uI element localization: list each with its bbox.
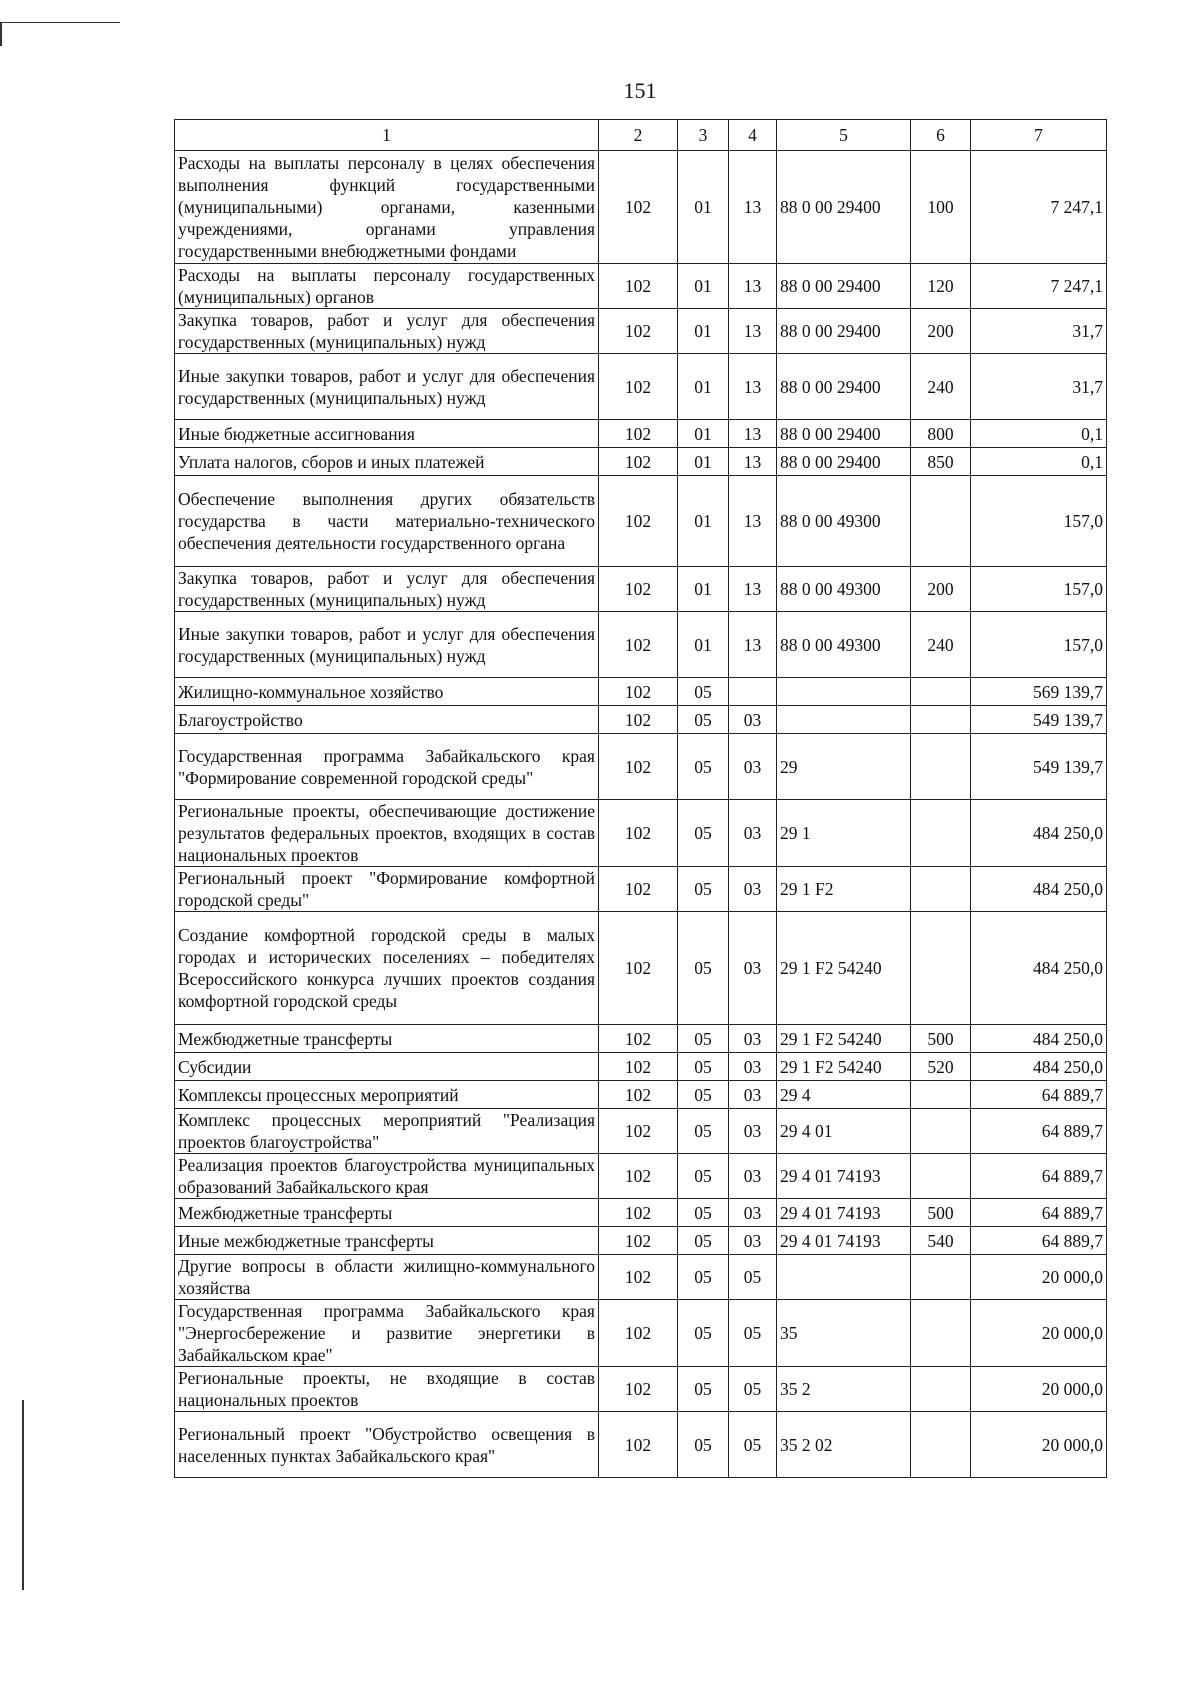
table-row [175,800,1107,867]
code-admin-cell: 102 [599,800,678,867]
subsection-cell [729,678,777,706]
target-article-cell [777,678,911,706]
subsection-cell: 13 [729,567,777,612]
code-admin-cell: 102 [599,264,678,309]
amount-cell: 31,7 [971,354,1107,420]
section-cell: 05 [678,1081,729,1109]
page-number: 151 [623,78,657,103]
amount-cell: 7 247,1 [971,264,1107,309]
target-article-cell: 88 0 00 29400 [777,151,911,264]
subsection-cell: 03 [729,1081,777,1109]
target-article-cell: 88 0 00 49300 [777,567,911,612]
target-article-cell: 35 2 02 [777,1412,911,1478]
amount-cell: 64 889,7 [971,1154,1107,1199]
expense-type-cell [911,1109,971,1154]
expense-type-cell [911,1412,971,1478]
scan-edge-mark [0,22,2,46]
code-admin-cell: 102 [599,1081,678,1109]
row-name-cell: Расходы на выплаты персоналу государственных (муниципальных) органов [175,264,599,309]
code-admin-cell: 102 [599,1412,678,1478]
expense-type-cell: 500 [911,1025,971,1053]
expense-type-cell [911,1300,971,1367]
section-cell: 01 [678,448,729,476]
table-row [175,567,1107,612]
table-row [175,151,1107,264]
expense-type-cell: 120 [911,264,971,309]
code-admin-cell: 102 [599,1367,678,1412]
expense-type-cell [911,1081,971,1109]
table-row [175,678,1107,706]
amount-cell: 569 139,7 [971,678,1107,706]
target-article-cell: 29 4 [777,1081,911,1109]
expense-type-cell [911,1367,971,1412]
section-cell: 05 [678,912,729,1025]
table-row [175,734,1107,800]
section-cell: 05 [678,1199,729,1227]
subsection-cell: 13 [729,476,777,567]
expense-type-cell [911,800,971,867]
code-admin-cell: 102 [599,420,678,448]
section-cell: 05 [678,734,729,800]
section-cell: 05 [678,1227,729,1255]
amount-cell: 484 250,0 [971,1025,1107,1053]
scan-edge-mark [0,22,120,23]
table-row [175,448,1107,476]
header-cell: 5 [777,120,911,151]
table-row [175,867,1107,912]
budget-table [174,119,1107,1478]
subsection-cell: 13 [729,264,777,309]
subsection-cell: 13 [729,151,777,264]
target-article-cell: 29 1 F2 54240 [777,912,911,1025]
expense-type-cell: 240 [911,612,971,678]
section-cell: 05 [678,678,729,706]
subsection-cell: 05 [729,1255,777,1300]
subsection-cell: 03 [729,1227,777,1255]
row-name-cell: Расходы на выплаты персоналу в целях обеспечения выполнения функций государственными (муниципальными) органами, казенными учреждениями, органами управления государственными внебюджетными фондами [175,151,599,264]
subsection-cell: 13 [729,448,777,476]
expense-type-cell: 500 [911,1199,971,1227]
row-name-cell: Региональные проекты, обеспечивающие достижение результатов федеральных проектов, входящих в состав национальных проектов [175,800,599,867]
table-row [175,1109,1107,1154]
subsection-cell: 03 [729,706,777,734]
target-article-cell: 29 4 01 [777,1109,911,1154]
amount-cell: 20 000,0 [971,1255,1107,1300]
section-cell: 05 [678,800,729,867]
code-admin-cell: 102 [599,151,678,264]
row-name-cell: Закупка товаров, работ и услуг для обеспечения государственных (муниципальных) нужд [175,309,599,354]
amount-cell: 64 889,7 [971,1109,1107,1154]
amount-cell: 0,1 [971,420,1107,448]
amount-cell: 549 139,7 [971,734,1107,800]
row-name-cell: Иные закупки товаров, работ и услуг для обеспечения государственных (муниципальных) нужд [175,354,599,420]
expense-type-cell: 240 [911,354,971,420]
code-admin-cell: 102 [599,867,678,912]
header-cell: 7 [971,120,1107,151]
expense-type-cell: 540 [911,1227,971,1255]
expense-type-cell: 850 [911,448,971,476]
table-row [175,612,1107,678]
expense-type-cell: 200 [911,309,971,354]
target-article-cell: 29 1 F2 [777,867,911,912]
amount-cell: 484 250,0 [971,1053,1107,1081]
row-name-cell: Межбюджетные трансферты [175,1199,599,1227]
subsection-cell: 03 [729,867,777,912]
subsection-cell: 03 [729,912,777,1025]
code-admin-cell: 102 [599,612,678,678]
section-cell: 01 [678,612,729,678]
expense-type-cell [911,1255,971,1300]
row-name-cell: Жилищно-коммунальное хозяйство [175,678,599,706]
row-name-cell: Государственная программа Забайкальского края "Энергосбережение и развитие энергетики в Забайкальском крае" [175,1300,599,1367]
subsection-cell: 05 [729,1367,777,1412]
header-cell: 1 [175,120,599,151]
subsection-cell: 03 [729,1199,777,1227]
table-row [175,1227,1107,1255]
table-row [175,420,1107,448]
section-cell: 05 [678,1412,729,1478]
subsection-cell: 03 [729,1053,777,1081]
row-name-cell: Региональные проекты, не входящие в состав национальных проектов [175,1367,599,1412]
expense-type-cell [911,476,971,567]
table-row [175,264,1107,309]
subsection-cell: 13 [729,612,777,678]
target-article-cell: 35 2 [777,1367,911,1412]
expense-type-cell: 800 [911,420,971,448]
row-name-cell: Межбюджетные трансферты [175,1025,599,1053]
code-admin-cell: 102 [599,1109,678,1154]
target-article-cell: 29 1 [777,800,911,867]
subsection-cell: 03 [729,1109,777,1154]
row-name-cell: Другие вопросы в области жилищно-коммунального хозяйства [175,1255,599,1300]
row-name-cell: Создание комфортной городской среды в малых городах и исторических поселениях – победителях Всероссийского конкурса лучших проектов создания комфортной городской среды [175,912,599,1025]
section-cell: 05 [678,706,729,734]
amount-cell: 549 139,7 [971,706,1107,734]
table-row [175,912,1107,1025]
row-name-cell: Региональный проект "Формирование комфортной городской среды" [175,867,599,912]
row-name-cell: Благоустройство [175,706,599,734]
amount-cell: 157,0 [971,612,1107,678]
table-row [175,1053,1107,1081]
target-article-cell: 29 4 01 74193 [777,1227,911,1255]
code-admin-cell: 102 [599,354,678,420]
code-admin-cell: 102 [599,309,678,354]
table-row [175,1367,1107,1412]
section-cell: 05 [678,1109,729,1154]
header-row [175,120,1107,151]
target-article-cell: 29 1 F2 54240 [777,1025,911,1053]
code-admin-cell: 102 [599,567,678,612]
subsection-cell: 13 [729,354,777,420]
section-cell: 05 [678,1053,729,1081]
table-row [175,354,1107,420]
expense-type-cell: 100 [911,151,971,264]
subsection-cell: 03 [729,800,777,867]
amount-cell: 484 250,0 [971,867,1107,912]
target-article-cell: 88 0 00 29400 [777,354,911,420]
table-row [175,1199,1107,1227]
code-admin-cell: 102 [599,1199,678,1227]
table-row [175,1300,1107,1367]
target-article-cell: 35 [777,1300,911,1367]
target-article-cell: 29 1 F2 54240 [777,1053,911,1081]
row-name-cell: Субсидии [175,1053,599,1081]
target-article-cell: 88 0 00 29400 [777,309,911,354]
amount-cell: 64 889,7 [971,1199,1107,1227]
row-name-cell: Региональный проект "Обустройство освещения в населенных пунктах Забайкальского края" [175,1412,599,1478]
row-name-cell: Комплекс процессных мероприятий "Реализация проектов благоустройства" [175,1109,599,1154]
table-row [175,309,1107,354]
code-admin-cell: 102 [599,476,678,567]
target-article-cell: 29 4 01 74193 [777,1154,911,1199]
section-cell: 05 [678,1025,729,1053]
amount-cell: 31,7 [971,309,1107,354]
section-cell: 01 [678,309,729,354]
subsection-cell: 13 [729,309,777,354]
section-cell: 05 [678,1154,729,1199]
expense-type-cell: 520 [911,1053,971,1081]
target-article-cell: 29 [777,734,911,800]
table-row [175,1025,1107,1053]
table-row [175,476,1107,567]
row-name-cell: Иные закупки товаров, работ и услуг для обеспечения государственных (муниципальных) нужд [175,612,599,678]
code-admin-cell: 102 [599,1053,678,1081]
target-article-cell: 29 4 01 74193 [777,1199,911,1227]
section-cell: 05 [678,1255,729,1300]
subsection-cell: 03 [729,734,777,800]
amount-cell: 157,0 [971,476,1107,567]
code-admin-cell: 102 [599,1300,678,1367]
target-article-cell: 88 0 00 29400 [777,420,911,448]
amount-cell: 484 250,0 [971,800,1107,867]
section-cell: 05 [678,867,729,912]
subsection-cell: 03 [729,1154,777,1199]
row-name-cell: Комплексы процессных мероприятий [175,1081,599,1109]
amount-cell: 20 000,0 [971,1367,1107,1412]
table-row [175,706,1107,734]
code-admin-cell: 102 [599,448,678,476]
expense-type-cell [911,706,971,734]
code-admin-cell: 102 [599,678,678,706]
code-admin-cell: 102 [599,1255,678,1300]
subsection-cell: 05 [729,1300,777,1367]
header-cell: 2 [599,120,678,151]
target-article-cell: 88 0 00 49300 [777,612,911,678]
header-cell: 4 [729,120,777,151]
amount-cell: 7 247,1 [971,151,1107,264]
amount-cell: 157,0 [971,567,1107,612]
amount-cell: 64 889,7 [971,1227,1107,1255]
code-admin-cell: 102 [599,734,678,800]
table-row [175,1412,1107,1478]
amount-cell: 484 250,0 [971,912,1107,1025]
section-cell: 01 [678,354,729,420]
section-cell: 05 [678,1367,729,1412]
code-admin-cell: 102 [599,1154,678,1199]
header-cell: 6 [911,120,971,151]
section-cell: 01 [678,567,729,612]
expense-type-cell [911,1154,971,1199]
subsection-cell: 05 [729,1412,777,1478]
amount-cell: 0,1 [971,448,1107,476]
code-admin-cell: 102 [599,912,678,1025]
target-article-cell [777,1255,911,1300]
target-article-cell: 88 0 00 29400 [777,448,911,476]
table-row [175,1081,1107,1109]
section-cell: 01 [678,151,729,264]
table-row [175,1255,1107,1300]
table-row [175,1154,1107,1199]
subsection-cell: 03 [729,1025,777,1053]
expense-type-cell: 200 [911,567,971,612]
row-name-cell: Обеспечение выполнения других обязательств государства в части материально-технического обеспечения деятельности государственного органа [175,476,599,567]
target-article-cell: 88 0 00 29400 [777,264,911,309]
row-name-cell: Реализация проектов благоустройства муниципальных образований Забайкальского края [175,1154,599,1199]
expense-type-cell [911,678,971,706]
code-admin-cell: 102 [599,1227,678,1255]
target-article-cell: 88 0 00 49300 [777,476,911,567]
code-admin-cell: 102 [599,1025,678,1053]
code-admin-cell: 102 [599,706,678,734]
section-cell: 05 [678,1300,729,1367]
expense-type-cell [911,867,971,912]
amount-cell: 20 000,0 [971,1412,1107,1478]
row-name-cell: Иные межбюджетные трансферты [175,1227,599,1255]
scan-edge-mark [22,1400,24,1590]
row-name-cell: Уплата налогов, сборов и иных платежей [175,448,599,476]
row-name-cell: Иные бюджетные ассигнования [175,420,599,448]
section-cell: 01 [678,264,729,309]
subsection-cell: 13 [729,420,777,448]
section-cell: 01 [678,476,729,567]
section-cell: 01 [678,420,729,448]
header-cell: 3 [678,120,729,151]
expense-type-cell [911,912,971,1025]
expense-type-cell [911,734,971,800]
row-name-cell: Государственная программа Забайкальского края "Формирование современной городской среды" [175,734,599,800]
amount-cell: 20 000,0 [971,1300,1107,1367]
amount-cell: 64 889,7 [971,1081,1107,1109]
row-name-cell: Закупка товаров, работ и услуг для обеспечения государственных (муниципальных) нужд [175,567,599,612]
target-article-cell [777,706,911,734]
